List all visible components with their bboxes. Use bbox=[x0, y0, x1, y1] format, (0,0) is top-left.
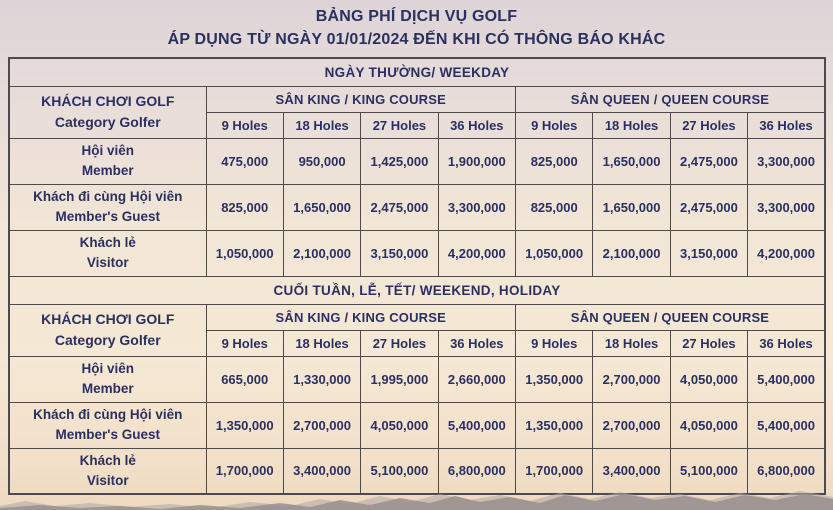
fee-cell: 2,660,000 bbox=[438, 356, 515, 402]
holes-header: 18 Holes bbox=[593, 330, 670, 356]
page-title bbox=[0, 0, 833, 51]
fee-cell: 5,100,000 bbox=[670, 448, 747, 494]
fee-cell: 1,700,000 bbox=[206, 448, 283, 494]
section-header-row-weekday bbox=[9, 58, 825, 86]
category-header-cell bbox=[9, 304, 206, 356]
row-label-vi: Khách đi cùng Hội viên bbox=[33, 188, 183, 204]
fee-cell: 5,100,000 bbox=[361, 448, 438, 494]
row-label-en: Member bbox=[81, 381, 134, 396]
fee-cell: 5,400,000 bbox=[748, 356, 825, 402]
fee-cell: 3,400,000 bbox=[593, 448, 670, 494]
king-course-header: SÂN KING / KING COURSE bbox=[206, 304, 516, 330]
section-header-row-weekend bbox=[9, 276, 825, 304]
fee-cell: 825,000 bbox=[516, 138, 593, 184]
fee-row-weekday-visitor bbox=[9, 230, 825, 276]
fee-cell: 1,350,000 bbox=[516, 356, 593, 402]
fee-cell: 5,400,000 bbox=[748, 402, 825, 448]
holes-header: 36 Holes bbox=[438, 112, 515, 138]
course-header-row-weekend bbox=[9, 304, 825, 330]
fee-cell: 6,800,000 bbox=[438, 448, 515, 494]
fee-cell: 2,475,000 bbox=[361, 184, 438, 230]
fee-cell: 665,000 bbox=[206, 356, 283, 402]
fee-cell: 4,050,000 bbox=[670, 402, 747, 448]
category-header-vi: KHÁCH CHƠI GOLF bbox=[41, 311, 175, 327]
row-label-members-guest bbox=[9, 402, 206, 448]
king-course-header: SÂN KING / KING COURSE bbox=[206, 86, 516, 112]
fee-cell: 5,400,000 bbox=[438, 402, 515, 448]
holes-header: 18 Holes bbox=[593, 112, 670, 138]
holes-header: 27 Holes bbox=[670, 112, 747, 138]
golf-fee-table bbox=[8, 57, 826, 495]
fee-cell: 2,700,000 bbox=[593, 402, 670, 448]
fee-cell: 1,350,000 bbox=[516, 402, 593, 448]
fee-cell: 1,050,000 bbox=[206, 230, 283, 276]
fee-cell: 1,700,000 bbox=[516, 448, 593, 494]
row-label-en: Member's Guest bbox=[55, 209, 160, 224]
row-label-visitor bbox=[9, 230, 206, 276]
fee-cell: 1,650,000 bbox=[283, 184, 360, 230]
row-label-en: Member bbox=[81, 163, 134, 178]
fee-cell: 2,700,000 bbox=[283, 402, 360, 448]
category-header-en: Category Golfer bbox=[54, 332, 161, 348]
category-header-cell bbox=[9, 86, 206, 138]
holes-header: 18 Holes bbox=[283, 330, 360, 356]
queen-course-header: SÂN QUEEN / QUEEN COURSE bbox=[516, 86, 826, 112]
section-header-weekday: NGÀY THƯỜNG/ WEEKDAY bbox=[9, 58, 825, 86]
holes-header: 9 Holes bbox=[206, 112, 283, 138]
fee-cell: 825,000 bbox=[206, 184, 283, 230]
row-label-vi: Khách lẻ bbox=[79, 234, 136, 250]
row-label-member bbox=[9, 356, 206, 402]
row-label-en: Visitor bbox=[86, 472, 129, 488]
fee-cell: 4,200,000 bbox=[438, 230, 515, 276]
row-label-en: Visitor bbox=[86, 255, 129, 270]
row-label-members-guest bbox=[9, 184, 206, 230]
fee-cell: 4,050,000 bbox=[670, 356, 747, 402]
row-label-vi: Hội viên bbox=[81, 142, 134, 158]
category-header-en: Category Golfer bbox=[54, 114, 161, 130]
fee-cell: 3,400,000 bbox=[283, 448, 360, 494]
holes-header: 9 Holes bbox=[516, 112, 593, 138]
holes-header: 27 Holes bbox=[361, 330, 438, 356]
fee-cell: 2,100,000 bbox=[593, 230, 670, 276]
fee-cell: 3,150,000 bbox=[361, 230, 438, 276]
fee-cell: 1,650,000 bbox=[593, 138, 670, 184]
fee-row-weekday-members-guest bbox=[9, 184, 825, 230]
fee-row-weekday-member bbox=[9, 138, 825, 184]
fee-cell: 2,100,000 bbox=[283, 230, 360, 276]
fee-cell: 1,350,000 bbox=[206, 402, 283, 448]
fee-cell: 1,425,000 bbox=[361, 138, 438, 184]
fee-cell: 4,200,000 bbox=[748, 230, 825, 276]
fee-cell: 1,900,000 bbox=[438, 138, 515, 184]
holes-header: 18 Holes bbox=[283, 112, 360, 138]
fee-cell: 950,000 bbox=[283, 138, 360, 184]
holes-header: 27 Holes bbox=[670, 330, 747, 356]
fee-cell: 2,475,000 bbox=[670, 184, 747, 230]
holes-header: 9 Holes bbox=[516, 330, 593, 356]
holes-header: 36 Holes bbox=[438, 330, 515, 356]
holes-header: 9 Holes bbox=[206, 330, 283, 356]
course-header-row-weekday bbox=[9, 86, 825, 112]
row-label-en: Member's Guest bbox=[55, 427, 160, 442]
mountain-silhouette-graphic bbox=[0, 484, 833, 510]
title-line1: BẢNG PHÍ DỊCH VỤ GOLF bbox=[315, 8, 518, 25]
fee-cell: 6,800,000 bbox=[748, 448, 825, 494]
queen-course-header: SÂN QUEEN / QUEEN COURSE bbox=[516, 304, 826, 330]
fee-cell: 1,650,000 bbox=[593, 184, 670, 230]
row-label-member bbox=[9, 138, 206, 184]
fee-cell: 3,300,000 bbox=[748, 138, 825, 184]
fee-cell: 1,050,000 bbox=[516, 230, 593, 276]
fee-cell: 2,700,000 bbox=[593, 356, 670, 402]
section-header-weekend: CUỐI TUẦN, LỄ, TẾT/ WEEKEND, HOLIDAY bbox=[9, 276, 825, 304]
fee-cell: 2,475,000 bbox=[670, 138, 747, 184]
row-label-vi: Hội viên bbox=[81, 360, 134, 376]
fee-cell: 3,150,000 bbox=[670, 230, 747, 276]
fee-cell: 1,330,000 bbox=[283, 356, 360, 402]
fee-cell: 825,000 bbox=[516, 184, 593, 230]
fee-cell: 1,995,000 bbox=[361, 356, 438, 402]
row-label-vi: Khách lẻ bbox=[79, 452, 136, 468]
fee-cell: 3,300,000 bbox=[438, 184, 515, 230]
fee-cell: 4,050,000 bbox=[361, 402, 438, 448]
holes-header: 36 Holes bbox=[748, 112, 825, 138]
title-line2: ÁP DỤNG TỪ NGÀY 01/01/2024 ĐẾN KHI CÓ THÔNG BÁO KHÁC bbox=[167, 31, 666, 49]
fee-row-weekend-member bbox=[9, 356, 825, 402]
holes-header: 27 Holes bbox=[361, 112, 438, 138]
category-header-vi: KHÁCH CHƠI GOLF bbox=[41, 93, 175, 109]
fee-cell: 3,300,000 bbox=[748, 184, 825, 230]
fee-cell: 475,000 bbox=[206, 138, 283, 184]
row-label-vi: Khách đi cùng Hội viên bbox=[33, 406, 183, 422]
holes-header: 36 Holes bbox=[748, 330, 825, 356]
fee-row-weekend-members-guest bbox=[9, 402, 825, 448]
